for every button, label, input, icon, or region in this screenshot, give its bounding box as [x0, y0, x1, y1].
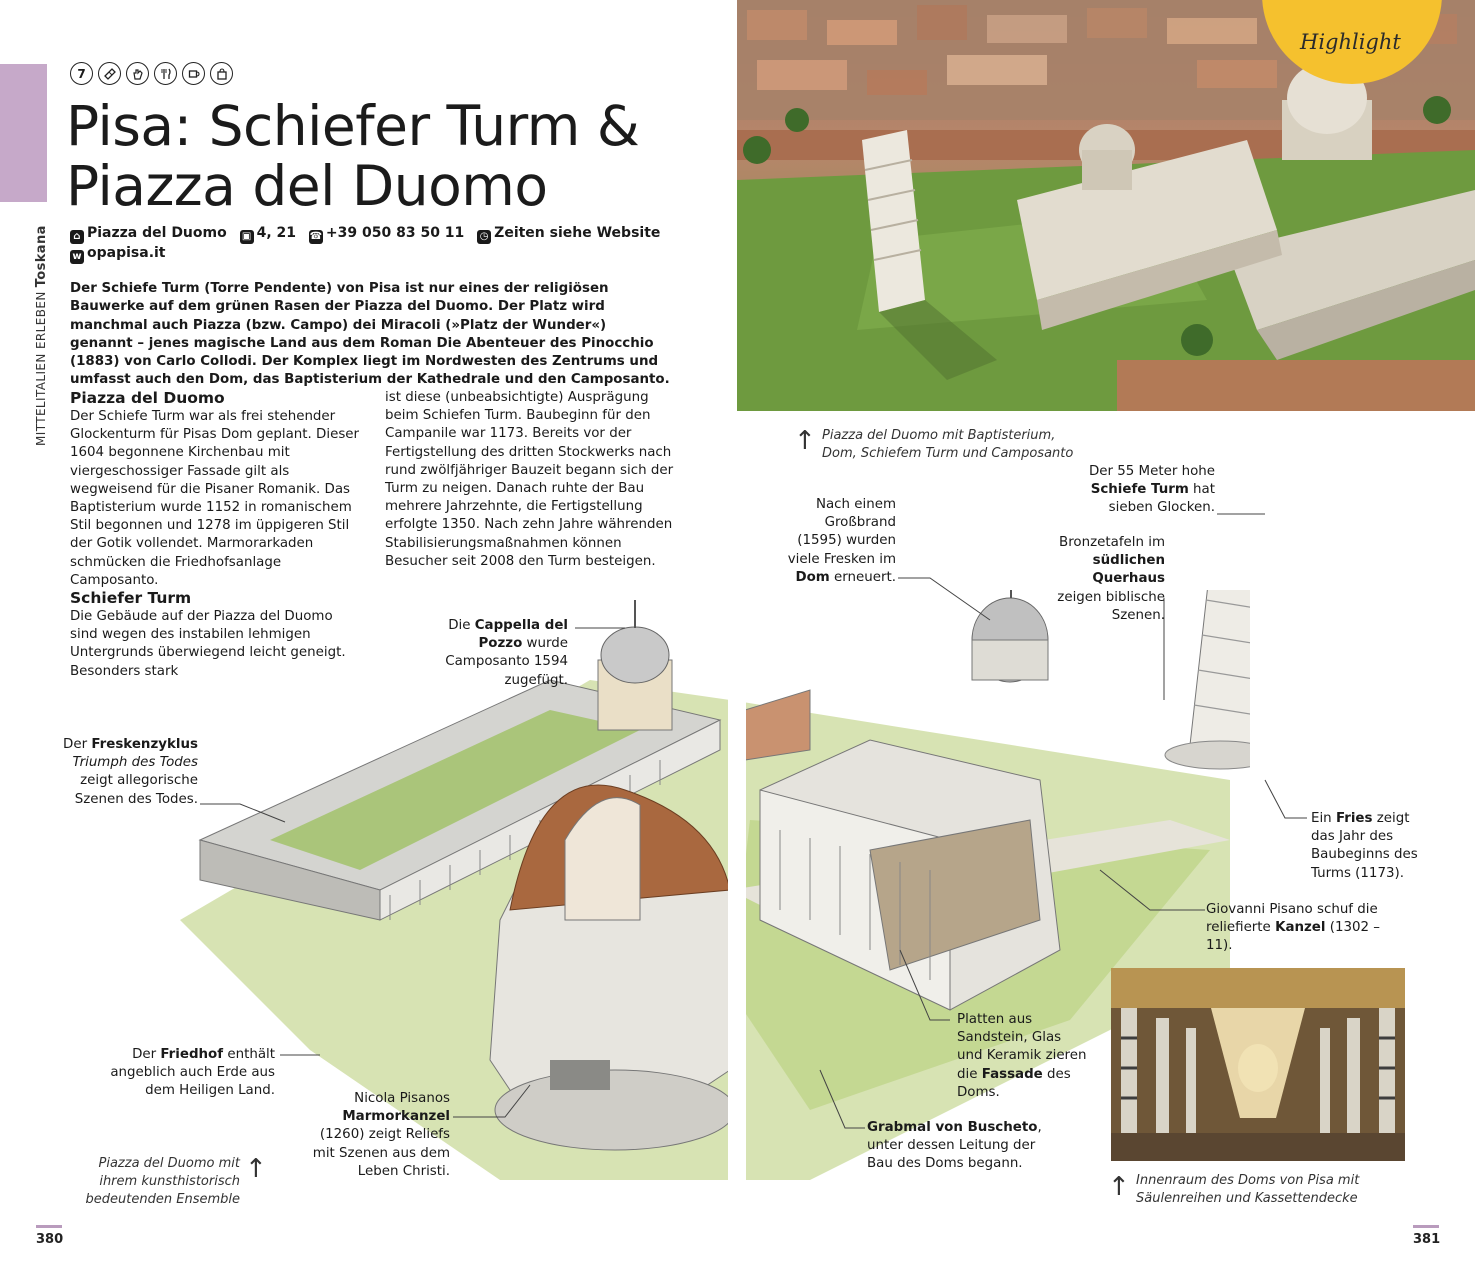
web-icon: w — [70, 250, 84, 264]
hours-info — [477, 225, 660, 241]
highlight-label: Highlight — [1300, 30, 1401, 54]
callout-italic: Triumph des Todes — [72, 755, 198, 771]
feature-icons — [70, 62, 233, 85]
callout-bold: Kanzel — [1275, 920, 1326, 936]
callout-text: Der — [132, 1047, 161, 1062]
callout-bold: Marmorkanzel — [342, 1109, 450, 1125]
callout-bold: Dom — [795, 569, 830, 585]
section-continued — [385, 389, 675, 571]
phone-text: +39 050 83 50 11 — [325, 225, 465, 241]
callout-text: (1260) zeigt Reliefs mit Szenen aus dem Leben Christi. — [312, 1127, 450, 1179]
callout-text: Nach einem Großbrand (1595) wurden viele Fresken im — [787, 497, 896, 567]
callout-bronzetafeln — [1045, 534, 1165, 625]
callout-text: zeigt allegorische Szenen des Todes. — [74, 773, 198, 807]
interior-caption: Innenraum des Doms von Pisa mit Säulenreihen und Kassettendecke — [1136, 1173, 1360, 1206]
home-icon: ⌂ — [70, 230, 84, 244]
section-tab — [0, 64, 47, 202]
arrow-up-icon: ↑ — [245, 1154, 267, 1184]
section-text: Die Gebäude auf der Piazza del Duomo sind wegen des instabilen lehmigen Untergrunds überwiegend leicht geneigt. Besonders stark — [70, 609, 346, 679]
bus-info — [240, 225, 296, 241]
callout-bold: Grabmal von Buscheto — [867, 1120, 1038, 1135]
callout-text: enthält angeblich auch Erde aus dem Heiligen Land. — [110, 1047, 275, 1099]
section-text: ist diese (unbeabsichtigte) Ausprägung beim Schiefen Turm. Baubeginn für den Campanile war 1173. Bereits vor der Fertigstellung des dritten Stockwerks nach rund zwölfjähriger Bauzeit begann sich der Turm zu neigen. Danach ruhte der Bau mehrere Jahrzehnte, die Fertigstellung erfolgte 1350. Nach zehn Jahre währenden Stabilisierungsmaßnahmen können Besucher seit 2008 den Turm besteigen. — [385, 390, 674, 569]
callout-friedhof — [104, 1046, 275, 1101]
dining-icon — [154, 62, 177, 85]
callout-text: Der 55 Meter hohe — [1088, 464, 1215, 479]
intro-text: Der Schiefe Turm (Torre Pendente) von Pisa ist nur eines der religiösen Bauwerke auf dem grünen Rasen der Piazza del Duomo. Der Platz wird manchmal auch Piazza (bzw. Campo) dei Miracoli (»Platz der Wunder«) genannt – jenes magische Land aus dem Roman Die Abenteuer des Pinocchio (1883) von Carlo Collodi. Der Komplex liegt im Nordwesten des Zentrums und umfasst auch den Dom, das Baptisterium der Kathedrale und den Camposanto. — [70, 281, 670, 388]
callout-kanzel — [1206, 901, 1406, 956]
section-text: Der Schiefe Turm war als frei stehender Glockenturm für Pisas Dom geplant. Dieser 1604 begonnene Kirchenbau mit viergeschossiger Fassade gilt als wegweisend für die Pisaner Romanik. Das Baptisterium wurde 1152 in romanischem Stil begonnen und 1278 im üppigeren Stil der Gotik vollendet. Marmorarkaden schmücken die Friedhofsanlage Camposanto. — [70, 409, 360, 588]
callout-text: Giovanni Pisano schuf die reliefierte — [1206, 902, 1378, 936]
page-number-left: 380 — [36, 1232, 64, 1247]
callout-freskenzyklus — [60, 736, 198, 809]
callout-schiefer-turm — [1075, 463, 1215, 518]
callout-text: Platten aus Sandstein, Glas und Keramik zieren die — [957, 1012, 1087, 1082]
callout-grabmal — [867, 1119, 1042, 1174]
coffee-icon — [182, 62, 205, 85]
page-number-bar — [36, 1225, 62, 1228]
callout-text: (1302 – 11). — [1206, 920, 1380, 954]
callout-bold: Schiefe Turm — [1090, 482, 1189, 498]
clock-icon: ◷ — [477, 230, 491, 244]
callout-bold: Fassade — [981, 1066, 1043, 1082]
callout-bold: Freskenzyklus — [91, 737, 198, 752]
rating-value: 7 — [77, 66, 86, 81]
arrow-up-icon: ↑ — [1108, 1172, 1130, 1202]
hours-text: Zeiten siehe Website — [494, 225, 661, 241]
arrow-up-icon: ↑ — [794, 426, 816, 456]
callout-text: Nicola Pisanos — [354, 1091, 450, 1106]
callout-fries — [1311, 810, 1421, 883]
address-text: Piazza del Duomo — [87, 225, 227, 241]
section-label — [34, 225, 49, 446]
callout-text: Die — [448, 618, 475, 633]
section-heading: Piazza del Duomo — [70, 389, 225, 407]
shopping-icon — [210, 62, 233, 85]
callout-text: Ein — [1311, 811, 1336, 826]
page-title: Pisa: Schiefer Turm & Piazza del Duomo — [66, 94, 640, 218]
callout-text: des Doms. — [957, 1066, 1071, 1100]
hand-icon — [126, 62, 149, 85]
callout-fassade — [957, 1011, 1087, 1102]
callout-text: wurde Camposanto 1594 zugefügt. — [445, 636, 568, 688]
page-number-bar — [1413, 1225, 1439, 1228]
callout-cappella — [400, 617, 568, 690]
callout-bold: Cappella del Pozzo — [474, 618, 568, 652]
address-info — [70, 225, 227, 241]
bus-text: 4, 21 — [256, 225, 297, 241]
photo-caption: Piazza del Duomo mit Baptisterium, Dom, Schiefem Turm und Camposanto — [822, 428, 1074, 461]
callout-grossbrand — [786, 496, 896, 587]
visitor-info — [70, 224, 710, 264]
callout-bold: Friedhof — [160, 1047, 224, 1062]
section-heading: Schiefer Turm — [70, 589, 192, 607]
callout-marmorkanzel — [300, 1090, 450, 1181]
callout-bold: Fries — [1335, 811, 1373, 826]
callout-text: erneuert. — [829, 569, 896, 585]
callout-text: , unter dessen Leitung der Bau des Doms begann. — [867, 1120, 1042, 1172]
callout-text: Der — [63, 737, 92, 752]
callout-text: hat sieben Glocken. — [1108, 482, 1215, 516]
page-number-right: 381 — [1413, 1232, 1441, 1247]
phone-icon: ☎ — [309, 231, 323, 242]
web-info[interactable] — [70, 245, 166, 261]
web-link[interactable]: opapisa.it — [87, 245, 166, 261]
section-name: MITTELITALIEN ERLEBEN — [34, 291, 48, 446]
ticket-icon — [98, 62, 121, 85]
callout-text: zeigt das Jahr des Baubeginns des Turms (1173). — [1311, 811, 1418, 881]
callout-bold: südlichen Querhaus — [1092, 553, 1165, 587]
rating-number — [70, 62, 93, 85]
bus-icon: ▣ — [240, 230, 254, 244]
region-name: Toskana — [34, 225, 49, 288]
phone-info — [309, 225, 464, 241]
callout-text: zeigen biblische Szenen. — [1057, 589, 1165, 623]
interior-photo — [1111, 968, 1405, 1161]
callout-text: Bronzetafeln im — [1059, 535, 1165, 550]
section-piazza — [70, 388, 360, 590]
ensemble-caption: Piazza del Duomo mit ihrem kunsthistorisch bedeutenden Ensemble — [85, 1156, 240, 1207]
